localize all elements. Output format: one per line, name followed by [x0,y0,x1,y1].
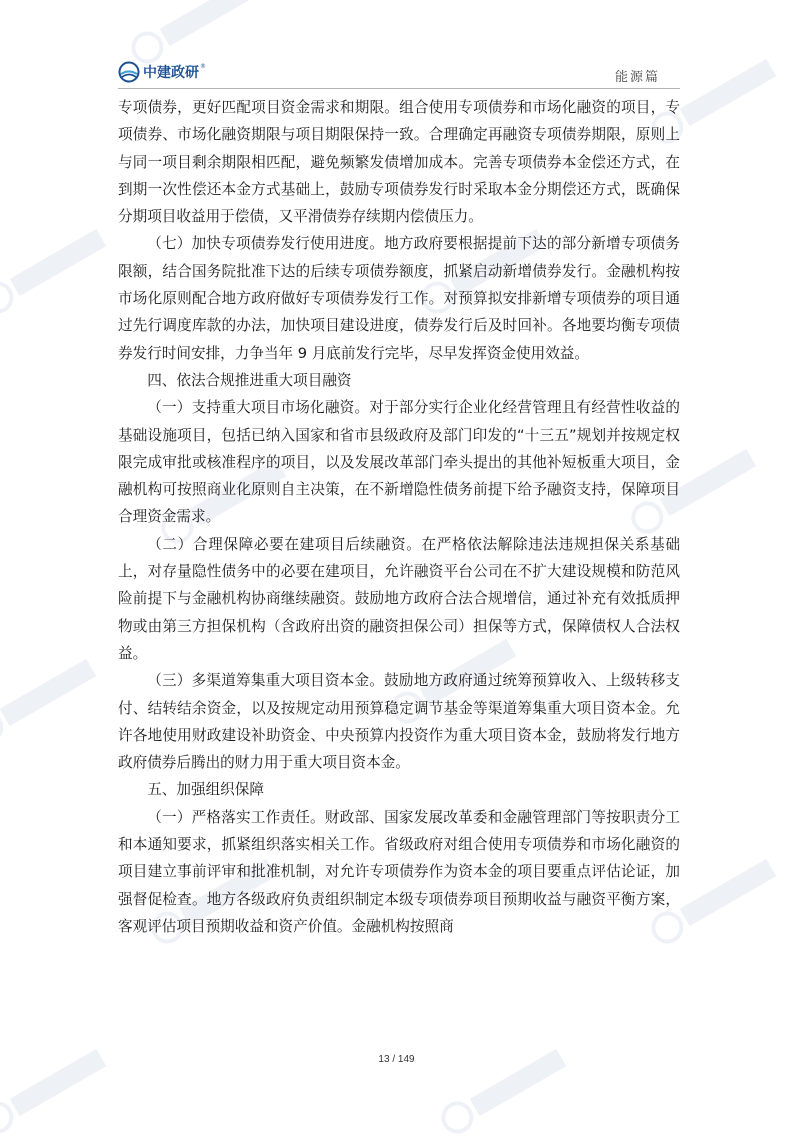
section-label: 能源篇 [614,70,660,85]
page-number: 13 / 149 [378,1054,415,1065]
section-heading: 四、依法合规推进重大项目融资 [147,371,352,389]
paragraph: 专项债券，更好匹配项目资金需求和期限。组合使用专项债券和市场化融资的项目，专项债券、市场化融资期限与项目期限保持一致。合理确定再融资专项债券期限，原则上与同一项目剩余期限相匹配，避免频繁发债增加成本。完善专项债券本金偿还方式，在到期一次性偿还本金方式基础上，鼓励专项债券发行时采取本金分期偿还方式，既确保分期项目收益用于偿债，又平滑债券存续期内偿债压力。 [118,99,680,226]
registered-mark: ® [200,62,206,70]
globe-icon [118,61,140,83]
paragraph: （三）多渠道筹集重大项目资本金。鼓励地方政府通过统筹预算收入、上级转移支付、结转结余资金，以及按规定动用预算稳定调节基金等渠道筹集重大项目资本金。允许各地使用财政建设补助资金、中央预算内投资作为重大项目资本金，鼓励将发行地方政府债券后腾出的财力用于重大项目资本金。 [118,672,680,772]
document-body [118,94,680,940]
page-header [118,54,680,89]
watermark-logo [0,215,120,325]
watermark-logo [0,645,110,755]
paragraph: （七）加快专项债券发行使用进度。地方政府要根据提前下达的部分新增专项债务限额，结合国务院批准下达的后续专项债券额度，抓紧启动新增债券发行。金融机构按市场化原则配合地方政府做好专项债券发行工作。对预算拟安排新增专项债券的项目通过先行调度库款的办法，加快项目建设进度，债券发行后及时回补。各地要均衡专项债券发行时间安排，力争当年 9 月底前发行完毕，尽早发挥资金使用效益。 [118,235,680,362]
paragraph: （一）严格落实工作责任。财政部、国家发展改革委和金融管理部门等按职责分工和本通知要求，抓紧组织落实相关工作。省级政府对组合使用专项债券和市场化融资的项目建立事前评审和批准机制，对允许专项债券作为资本金的项目要重点评估论证，加强督促检查。地方各级政府负责组织制定本级专项债券项目预期收益与融资平衡方案，客观评估项目预期收益和资产价值。金融机构按照商 [118,808,680,935]
watermark-logo [0,1035,120,1145]
brand-logo [118,60,206,84]
section-heading: 五、加强组织保障 [147,781,264,799]
watermark-logo [430,1035,580,1145]
paragraph: （二）合理保障必要在建项目后续融资。在严格依法解除违法违规担保关系基础上，对存量隐性债务中的必要在建项目，允许融资平台公司在不扩大建设规模和防范风险前提下与金融机构协商继续融资。鼓励地方政府合法合规增信，通过补充有效抵质押物或由第三方担保机构（含政府出资的融资担保公司）担保等方式，保障债权人合法权益。 [118,535,680,662]
logo-text: 中建政研 [143,65,199,81]
paragraph: （一）支持重大项目市场化融资。对于部分实行企业化经营管理且有经营性收益的基础设施项目，包括已纳入国家和省市县级政府及部门印发的“十三五”规划并按规定权限完成审批或核准程序的项目，以及发展改革部门牵头提出的其他补短板重大项目，金融机构可按照商业化原则自主决策，在不新增隐性债务前提下给予融资支持，保障项目合理资金需求。 [118,399,680,526]
